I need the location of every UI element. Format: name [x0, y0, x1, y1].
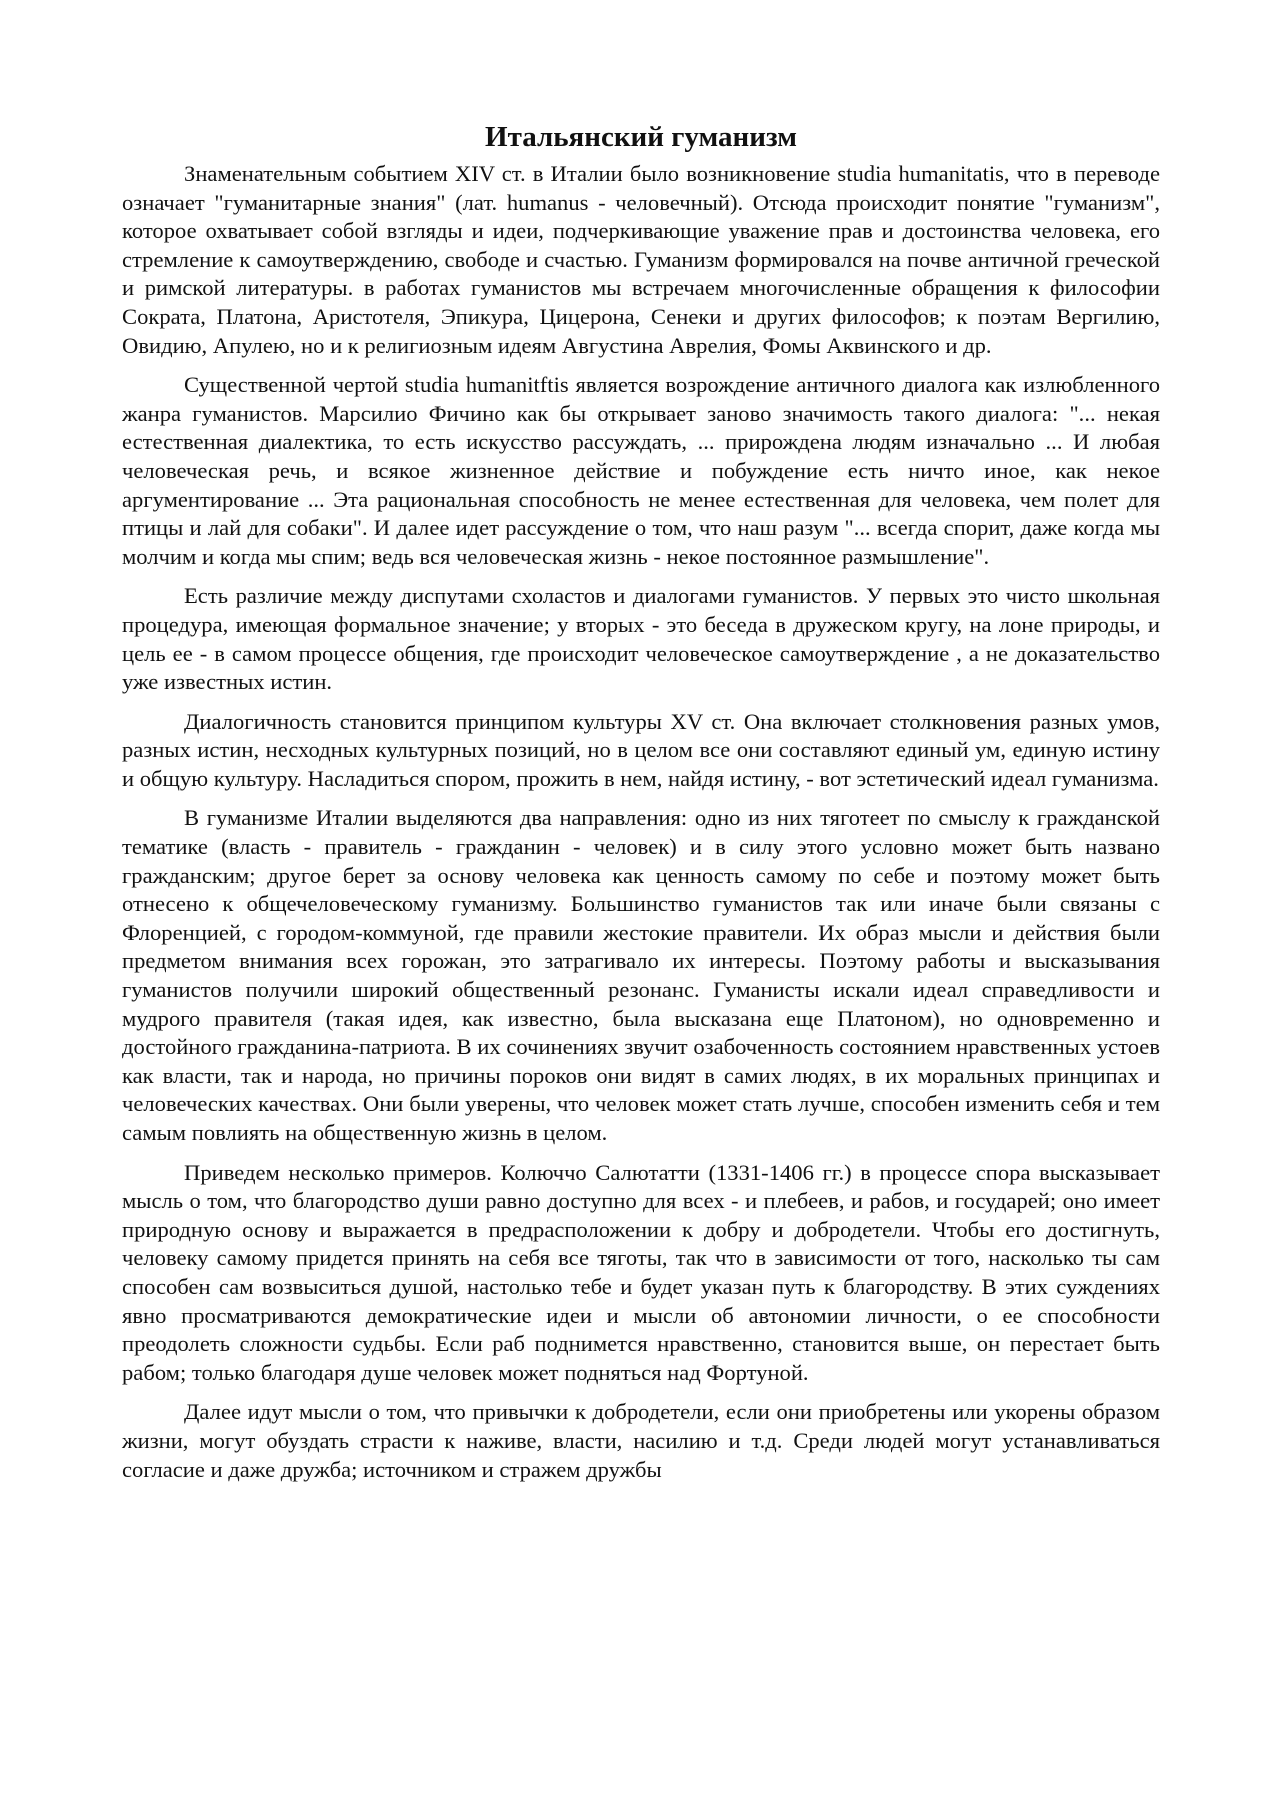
paragraph-6: Приведем несколько примеров. Колюччо Салютатти (1331-1406 гг.) в процессе спора высказывает мысль о том, что благородство души равно доступно для всех - и плебеев, и рабов, и государей; оно имеет природную основу и выражается в предрасположении к добру и добродетели. Чтобы его достигнуть, человеку самому придется принять на себя все тяготы, так что в зависимости от того, насколько ты сам способен сам возвыситься душой, настолько тебе и будет указан путь к благородству. В этих суждениях явно просматриваются демократические идеи и мысли об автономии личности, о ее способности преодолеть сложности судьбы. Если раб поднимется нравственно, становится выше, он перестает быть рабом; только благодаря душе человек может подняться над Фортуной. [122, 1159, 1160, 1385]
paragraph-5: В гуманизме Италии выделяются два направления: одно из них тяготеет по смыслу к гражданской тематике (власть - правитель - гражданин - человек) и в силу этого условно может быть названо гражданским; другое берет за основу человека как ценность самому по себе и поэтому может быть отнесено к общечеловеческому гуманизму. Большинство гуманистов так или иначе были связаны с Флоренцией, с городом-коммуной, где правили жестокие правители. Их образ мысли и действия были предметом внимания всех горожан, это затрагивало их интересы. Поэтому работы и высказывания гуманистов получили широкий общественный резонанс. Гуманисты искали идеал справедливости и мудрого правителя (такая идея, как известно, была высказана еще Платоном), но одновременно и достойного гражданина-патриота. В их сочинениях звучит озабоченность состоянием нравственных устоев как власти, так и народа, но причины пороков они видят в самих людях, в их моральных принципах и человеческих качествах. Они были уверены, что человек может стать лучше, способен изменить себя и тем самым повлиять на общественную жизнь в целом. [122, 805, 1160, 1145]
page-title: Итальянский гуманизм [485, 121, 797, 153]
paragraph-3: Есть различие между диспутами схоластов и диалогами гуманистов. У первых это чисто школьная процедура, имеющая формальное значение; у вторых - это беседа в дружеском кругу, на лоне природы, и цель ее - в самом процессе общения, где происходит человеческое самоутверждение , а не доказательство уже известных истин. [122, 583, 1160, 695]
paragraph-2: Существенной чертой studia humanitftis является возрождение античного диалога как излюбленного жанра гуманистов. Марсилио Фичино как бы открывает заново значимость такого диалога: "... некая естественная диалектика, то есть искусство рассуждать, ... прирождена людям изначально ... И любая человеческая речь, и всякое жизненное действие и побуждение есть ничто иное, как некое аргументирование ... Эта рациональная способность не менее естественная для человека, чем полет для птицы и лай для собаки". И далее идет рассуждение о том, что наш разум "... всегда спорит, даже когда мы молчим и когда мы спим; ведь вся человеческая жизнь - некое постоянное размышление". [122, 372, 1160, 569]
paragraph-4: Диалогичность становится принципом культуры XV ст. Она включает столкновения разных умов, разных истин, несходных культурных позиций, но в целом все они составляют единый ум, единую истину и общую культуру. Насладиться спором, прожить в нем, найдя истину, - вот эстетический идеал гуманизма. [122, 708, 1160, 791]
paragraph-7: Далее идут мысли о том, что привычки к добродетели, если они приобретены или укорены образом жизни, могут обуздать страсти к наживе, власти, насилию и т.д. Среди людей могут устанавливаться согласие и даже дружба; источником и стражем дружбы [122, 1399, 1160, 1482]
paragraph-1: Знаменательным событием XIV ст. в Италии было возникновение studia humanitatis, что в переводе означает "гуманитарные знания" (лат. humanus - человечный). Отсюда происходит понятие "гуманизм", которое охватывает собой взгляды и идеи, подчеркивающие уважение прав и достоинства человека, его стремление к самоутверждению, свободе и счастью. Гуманизм формировался на почве античной греческой и римской литературы. в работах гуманистов мы встречаем многочисленные обращения к философии Сократа, Платона, Аристотеля, Эпикура, Цицерона, Сенеки и других философов; к поэтам Вергилию, Овидию, Апулею, но и к религиозным идеям Августина Аврелия, Фомы Аквинского и др. [122, 161, 1160, 358]
document-page [122, 118, 1160, 1495]
